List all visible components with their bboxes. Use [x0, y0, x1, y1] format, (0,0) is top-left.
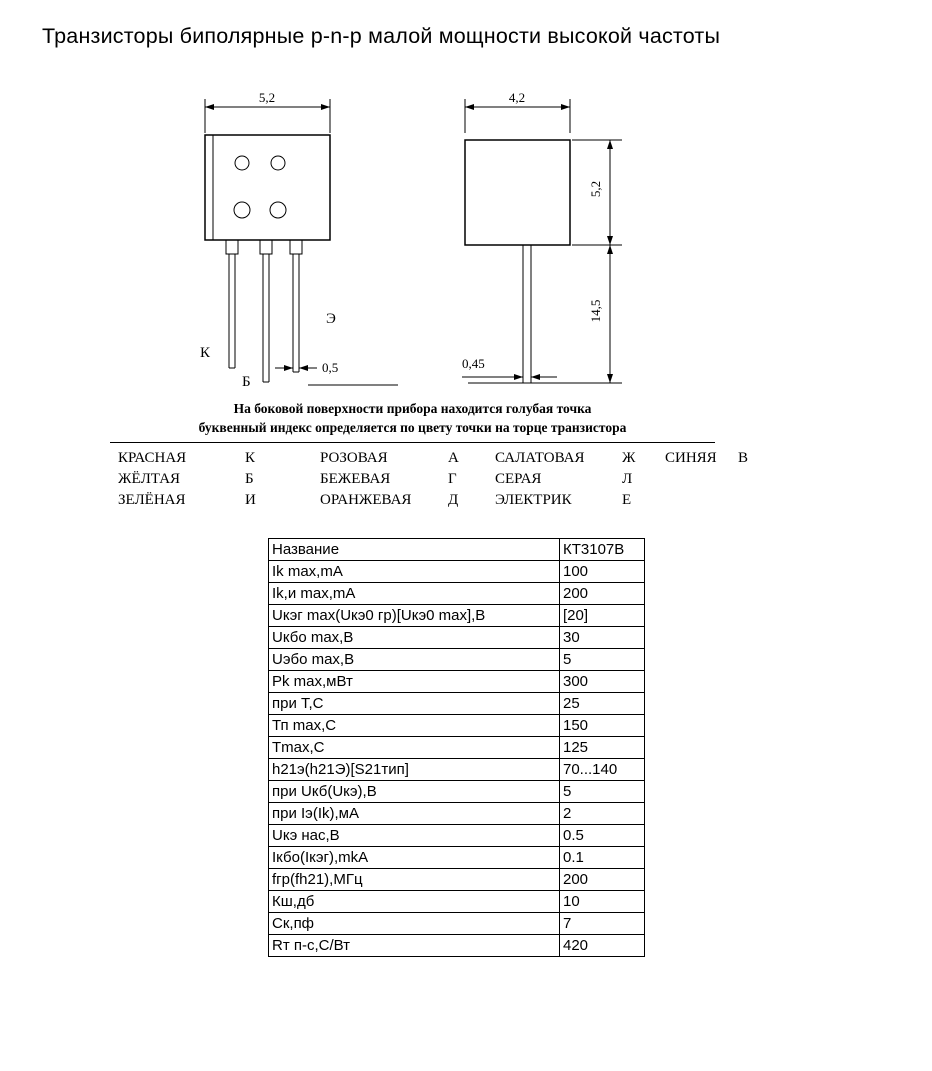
color-name: РОЗОВАЯ: [320, 450, 388, 466]
table-row: [269, 649, 645, 671]
param-value: 10: [560, 891, 645, 913]
param-name: Кш,дб: [269, 891, 560, 913]
param-name: Uкэ нас,В: [269, 825, 560, 847]
param-name: Uкбо max,В: [269, 627, 560, 649]
color-letter: Л: [622, 471, 633, 487]
color-name: [665, 470, 738, 488]
color-letter: Е: [622, 492, 632, 508]
param-name: fгр(fh21),МГц: [269, 869, 560, 891]
param-name: Название: [269, 539, 560, 561]
table-row: [269, 693, 645, 715]
dim-front-width: 5,2: [258, 90, 276, 105]
marking-note: [110, 399, 715, 443]
collector-pin-label: К: [200, 345, 211, 361]
color-letter: Д: [448, 492, 459, 508]
param-value: 420: [560, 935, 645, 957]
side-width-dimension: [465, 90, 570, 133]
color-name: ЗЕЛЁНАЯ: [118, 492, 186, 508]
color-name: СИНЯЯ: [665, 450, 717, 466]
param-value: 0.5: [560, 825, 645, 847]
param-value: 5: [560, 781, 645, 803]
front-width-dimension: [205, 90, 330, 133]
color-letter: К: [245, 450, 256, 466]
table-row: [269, 715, 645, 737]
param-value: 150: [560, 715, 645, 737]
param-name: Tmax,С: [269, 737, 560, 759]
param-value: 300: [560, 671, 645, 693]
note-line-2: буквенный индекс определяется по цвету точки на торце транзистора: [198, 420, 627, 435]
dim-side-lead-length: 14,5: [588, 299, 603, 323]
table-row: [269, 869, 645, 891]
param-value: 7: [560, 913, 645, 935]
emitter-pin-label: Э: [326, 311, 336, 327]
param-value: 200: [560, 583, 645, 605]
table-row: [269, 737, 645, 759]
color-name: БЕЖЕВАЯ: [320, 471, 391, 487]
table-row: [269, 671, 645, 693]
param-name: Iкбо(Iкэг),mkA: [269, 847, 560, 869]
color-code-legend: [118, 449, 778, 509]
table-row: [269, 847, 645, 869]
table-row: [269, 539, 645, 561]
param-value: 5: [560, 649, 645, 671]
package-body-side: [465, 140, 570, 383]
param-name: Ik,и max,mA: [269, 583, 560, 605]
side-lead-width-dimension: [462, 356, 557, 377]
table-row: [269, 561, 645, 583]
base-pin-label: Б: [242, 374, 251, 390]
parameters-table: [268, 538, 645, 957]
color-name: САЛАТОВАЯ: [495, 450, 585, 466]
table-row: [269, 913, 645, 935]
color-name: КРАСНАЯ: [118, 450, 187, 466]
front-leads: [226, 240, 302, 382]
color-letter: Б: [245, 471, 254, 487]
color-name: ЭЛЕКТРИК: [495, 492, 572, 508]
param-value: 125: [560, 737, 645, 759]
front-view-drawing: [180, 85, 400, 395]
param-name: Rт п-с,С/Вт: [269, 935, 560, 957]
color-name: [665, 491, 738, 509]
side-height-dimension: [572, 140, 622, 245]
param-name: при Uкб(Uкэ),В: [269, 781, 560, 803]
table-row: [269, 627, 645, 649]
color-name: СЕРАЯ: [495, 471, 542, 487]
page-title: Транзисторы биполярные p-n-p малой мощности высокой частоты: [42, 24, 721, 48]
param-value: 200: [560, 869, 645, 891]
param-value: 25: [560, 693, 645, 715]
table-row: [269, 605, 645, 627]
color-name: ОРАНЖЕВАЯ: [320, 492, 412, 508]
table-row: [269, 583, 645, 605]
param-name: Pk max,мВт: [269, 671, 560, 693]
note-line-1: На боковой поверхности прибора находится голубая точка: [233, 401, 592, 416]
dim-side-height: 5,2: [588, 180, 603, 198]
table-row: [269, 891, 645, 913]
color-name: ЖЁЛТАЯ: [118, 471, 181, 487]
param-value: 2: [560, 803, 645, 825]
color-letter: Ж: [622, 450, 636, 466]
package-body-front: [205, 135, 330, 240]
param-name: Ik max,mA: [269, 561, 560, 583]
dim-side-lead-width: 0,45: [462, 356, 485, 371]
color-letter: А: [448, 450, 459, 466]
color-letter: [738, 470, 778, 488]
param-value: КТ3107В: [560, 539, 645, 561]
table-row: [269, 803, 645, 825]
param-value: [20]: [560, 605, 645, 627]
dim-front-lead-width: 0,5: [322, 360, 339, 375]
color-letter: В: [738, 450, 749, 466]
param-name: при Iэ(Ik),мА: [269, 803, 560, 825]
table-row: [269, 781, 645, 803]
param-value: 0.1: [560, 847, 645, 869]
color-letter: Г: [448, 471, 457, 487]
param-name: при Т,С: [269, 693, 560, 715]
param-name: Uэбо max,В: [269, 649, 560, 671]
side-view-drawing: [460, 85, 660, 395]
color-letter: [738, 491, 778, 509]
param-name: h21э(h21Э)[S21тип]: [269, 759, 560, 781]
param-value: 30: [560, 627, 645, 649]
param-name: Тп max,С: [269, 715, 560, 737]
dim-side-width: 4,2: [508, 90, 526, 105]
table-row: [269, 825, 645, 847]
table-row: [269, 759, 645, 781]
param-value: 70...140: [560, 759, 645, 781]
side-lead-length-dimension: [468, 245, 622, 383]
param-value: 100: [560, 561, 645, 583]
color-letter: И: [245, 492, 256, 508]
table-row: [269, 935, 645, 957]
param-name: Ск,пф: [269, 913, 560, 935]
param-name: Uкэг max(Uкэ0 гр)[Uкэ0 max],В: [269, 605, 560, 627]
